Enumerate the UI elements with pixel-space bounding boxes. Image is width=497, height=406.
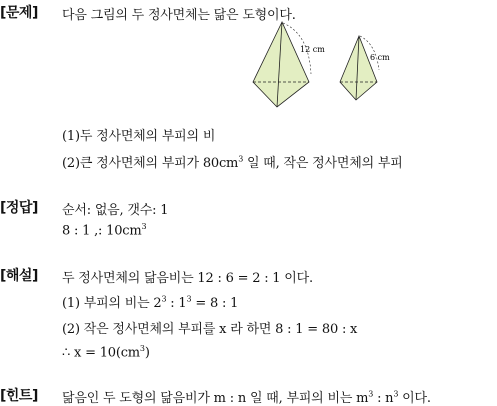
answer-label: [정답] (0, 200, 38, 216)
problem-label: [문제] (0, 5, 38, 21)
solution-line-1: 두 정사면체의 닮음비는 12 : 6 = 2 : 1 이다. (62, 271, 313, 286)
answer-value: 8 : 1 ,: $10cm^3$ (62, 222, 147, 239)
small-edge-label: 6 cm (370, 53, 390, 62)
large-tetrahedron (253, 22, 311, 107)
solution-line-3: (2) 작은 정사면체의 부피를 x 라 하면 8 : 1 = 80 : x (62, 322, 358, 337)
question-1: (1)두 정사면체의 부피의 비 (62, 129, 216, 144)
problem-statement: 다음 그림의 두 정사면체는 닮은 도형이다. (62, 8, 296, 23)
answer-order: 순서: 없음, 갯수: 1 (62, 203, 169, 218)
tetrahedra-figure (245, 20, 405, 110)
tetrahedra-svg (245, 20, 405, 110)
hint-line: 닮음인 두 도형의 닮음비가 m : n 일 때, 부피의 비는 $m^3$ : $n^3$ 이다. (62, 389, 431, 406)
small-tetrahedron (340, 36, 379, 100)
solution-label: [해설] (0, 268, 38, 284)
question-2: (2)큰 정사면체의 부피가 $80cm^3$ 일 때, 작은 정사면체의 부피 (62, 154, 403, 171)
solution-line-2: (1) 부피의 비는 $2^3$ : $1^3 = 8$ : 1 (62, 294, 239, 311)
large-edge-label: 12 cm (300, 45, 325, 54)
solution-line-4: ∴ $x = 10(cm^3)$ (62, 344, 150, 361)
hint-label: [힌트] (0, 388, 38, 404)
